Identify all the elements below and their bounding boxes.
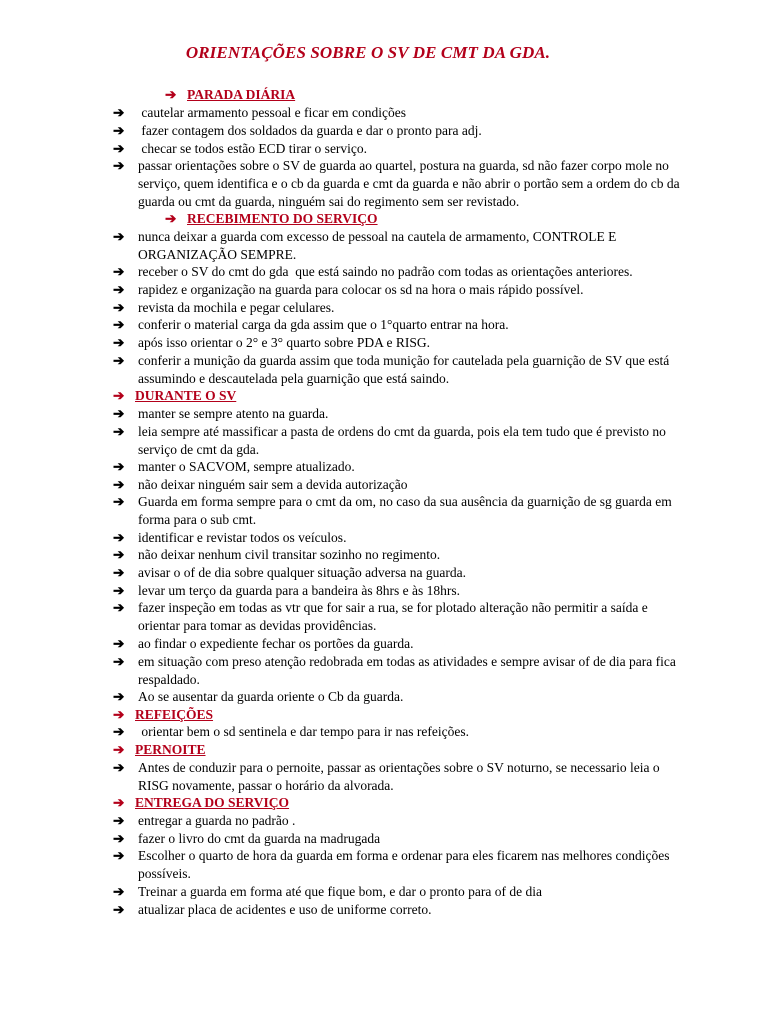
arrow-right-icon: ➔ — [113, 300, 125, 315]
section-heading-entrega-do-servico: ➔ ENTREGA DO SERVIÇO — [113, 795, 290, 810]
document-title: ORIENTAÇÕES SOBRE O SV DE CMT DA GDA. — [185, 43, 551, 62]
list-item: ➔ não deixar ninguém sair sem a devida autorização — [113, 477, 408, 492]
list-item: ➔ Ao se ausentar da guarda oriente o Cb da guarda. — [113, 689, 404, 704]
arrow-right-icon: ➔ — [113, 317, 125, 332]
list-item: ➔ Antes de conduzir para o pernoite, passar as orientações sobre o SV noturno, se necessario leia o RISG novamente, passar o horário da alvorada. — [113, 760, 663, 793]
arrow-right-icon: ➔ — [113, 105, 125, 120]
arrow-right-icon: ➔ — [113, 848, 125, 863]
list-item: ➔ entregar a guarda no padrão . — [113, 813, 296, 828]
list-item: ➔ identificar e revistar todos os veículos. — [113, 530, 347, 545]
arrow-right-icon: ➔ — [113, 353, 125, 368]
arrow-right-icon: ➔ — [113, 902, 125, 917]
list-item: ➔ checar se todos estão ECD tirar o serviço. — [113, 141, 368, 156]
arrow-right-icon: ➔ — [113, 760, 125, 775]
arrow-right-icon: ➔ — [113, 335, 125, 350]
arrow-right-icon: ➔ — [113, 583, 125, 598]
list-item: ➔ passar orientações sobre o SV de guarda ao quartel, postura na guarda, sd não fazer corpo mole no serviço, quem identifica e o cb da guarda e cmt da guarda e não abrir o portão sem a ordem do cb da guarda ou cmt da guarda, ninguém sai do regimento sem ser revistado. — [113, 158, 684, 209]
list-item: ➔ leia sempre até massificar a pasta de ordens do cmt da guarda, pois ela tem tudo que é previsto no serviço de cmt da gda. — [113, 424, 670, 457]
list-item: ➔ cautelar armamento pessoal e ficar em condições — [113, 105, 406, 120]
list-item: ➔ atualizar placa de acidentes e uso de uniforme correto. — [113, 902, 432, 917]
arrow-right-icon: ➔ — [113, 477, 125, 492]
list-item: ➔ Guarda em forma sempre para o cmt da om, no caso da sua ausência da guarnição de sg guarda em forma para o sub cmt. — [113, 494, 676, 527]
arrow-right-icon: ➔ — [113, 689, 125, 704]
list-item: ➔ conferir a munição da guarda assim que toda munição for cautelada pela guarnição de SV que está assumindo e descautelada pela guarnição que está saindo. — [113, 353, 673, 386]
arrow-right-icon: ➔ — [113, 264, 125, 279]
list-item: ➔ rapidez e organização na guarda para colocar os sd na hora o mais rápido possível. — [113, 282, 584, 297]
list-item: ➔ não deixar nenhum civil transitar sozinho no regimento. — [113, 547, 441, 562]
list-item: ➔ conferir o material carga da gda assim que o 1°quarto entrar na hora. — [113, 317, 509, 332]
list-item: ➔ em situação com preso atenção redobrada em todas as atividades e sempre avisar of de dia para fica respaldado. — [113, 654, 680, 687]
list-item: ➔ avisar o of de dia sobre qualquer situação adversa na guarda. — [113, 565, 466, 580]
arrow-right-icon: ➔ — [113, 565, 125, 580]
list-item: ➔ ao findar o expediente fechar os portões da guarda. — [113, 636, 414, 651]
section-heading-parada-diaria: ➔ PARADA DIÁRIA — [165, 87, 296, 102]
list-item: ➔ manter o SACVOM, sempre atualizado. — [113, 459, 355, 474]
arrow-right-icon: ➔ — [113, 424, 125, 439]
list-item: ➔ revista da mochila e pegar celulares. — [113, 300, 335, 315]
list-item: ➔ Treinar a guarda em forma até que fique bom, e dar o pronto para of de dia — [113, 884, 542, 899]
arrow-right-icon: ➔ — [113, 141, 125, 156]
arrow-right-icon: ➔ — [113, 547, 125, 562]
arrow-right-icon: ➔ — [113, 494, 125, 509]
arrow-right-icon: ➔ — [113, 707, 125, 722]
arrow-right-icon: ➔ — [113, 636, 125, 651]
list-item: ➔ receber o SV do cmt do gda que está saindo no padrão com todas as orientações anteriores. — [113, 264, 633, 279]
list-item: ➔ manter se sempre atento na guarda. — [113, 406, 329, 421]
arrow-right-icon: ➔ — [113, 388, 125, 403]
arrow-right-icon: ➔ — [113, 530, 125, 545]
arrow-right-icon: ➔ — [113, 406, 125, 421]
arrow-right-icon: ➔ — [113, 742, 125, 757]
arrow-right-icon: ➔ — [113, 831, 125, 846]
arrow-right-icon: ➔ — [113, 884, 125, 899]
arrow-right-icon: ➔ — [165, 87, 177, 102]
section-heading-pernoite: ➔ PERNOITE — [113, 742, 206, 757]
list-item: ➔ Escolher o quarto de hora da guarda em forma e ordenar para eles ficarem nas melhores condições possíveis. — [113, 848, 673, 881]
arrow-right-icon: ➔ — [113, 229, 125, 244]
list-item: ➔ fazer o livro do cmt da guarda na madrugada — [113, 831, 381, 846]
list-item: ➔ orientar bem o sd sentinela e dar tempo para ir nas refeições. — [113, 724, 469, 739]
arrow-right-icon: ➔ — [113, 282, 125, 297]
list-item: ➔ fazer contagem dos soldados da guarda e dar o pronto para adj. — [113, 123, 482, 138]
arrow-right-icon: ➔ — [113, 600, 125, 615]
list-item: ➔ nunca deixar a guarda com excesso de pessoal na cautela de armamento, CONTROLE E ORGANIZAÇÃO SEMPRE. — [113, 229, 620, 262]
section-heading-refeicoes: ➔ REFEIÇÕES — [113, 707, 214, 722]
arrow-right-icon: ➔ — [113, 813, 125, 828]
arrow-right-icon: ➔ — [165, 211, 177, 226]
arrow-right-icon: ➔ — [113, 123, 125, 138]
arrow-right-icon: ➔ — [113, 654, 125, 669]
arrow-right-icon: ➔ — [113, 724, 125, 739]
list-item: ➔ levar um terço da guarda para a bandeira às 8hrs e às 18hrs. — [113, 583, 460, 598]
arrow-right-icon: ➔ — [113, 459, 125, 474]
section-heading-recebimento-do-servico: ➔ RECEBIMENTO DO SERVIÇO — [165, 211, 378, 226]
list-item: ➔ após isso orientar o 2° e 3° quarto sobre PDA e RISG. — [113, 335, 431, 350]
arrow-right-icon: ➔ — [113, 158, 125, 173]
section-heading-durante-o-sv: ➔ DURANTE O SV — [113, 388, 237, 403]
arrow-right-icon: ➔ — [113, 795, 125, 810]
list-item: ➔ fazer inspeção em todas as vtr que for sair a rua, se for plotado alteração não permitir a saída e orientar para tomar as devidas providências. — [113, 600, 652, 633]
